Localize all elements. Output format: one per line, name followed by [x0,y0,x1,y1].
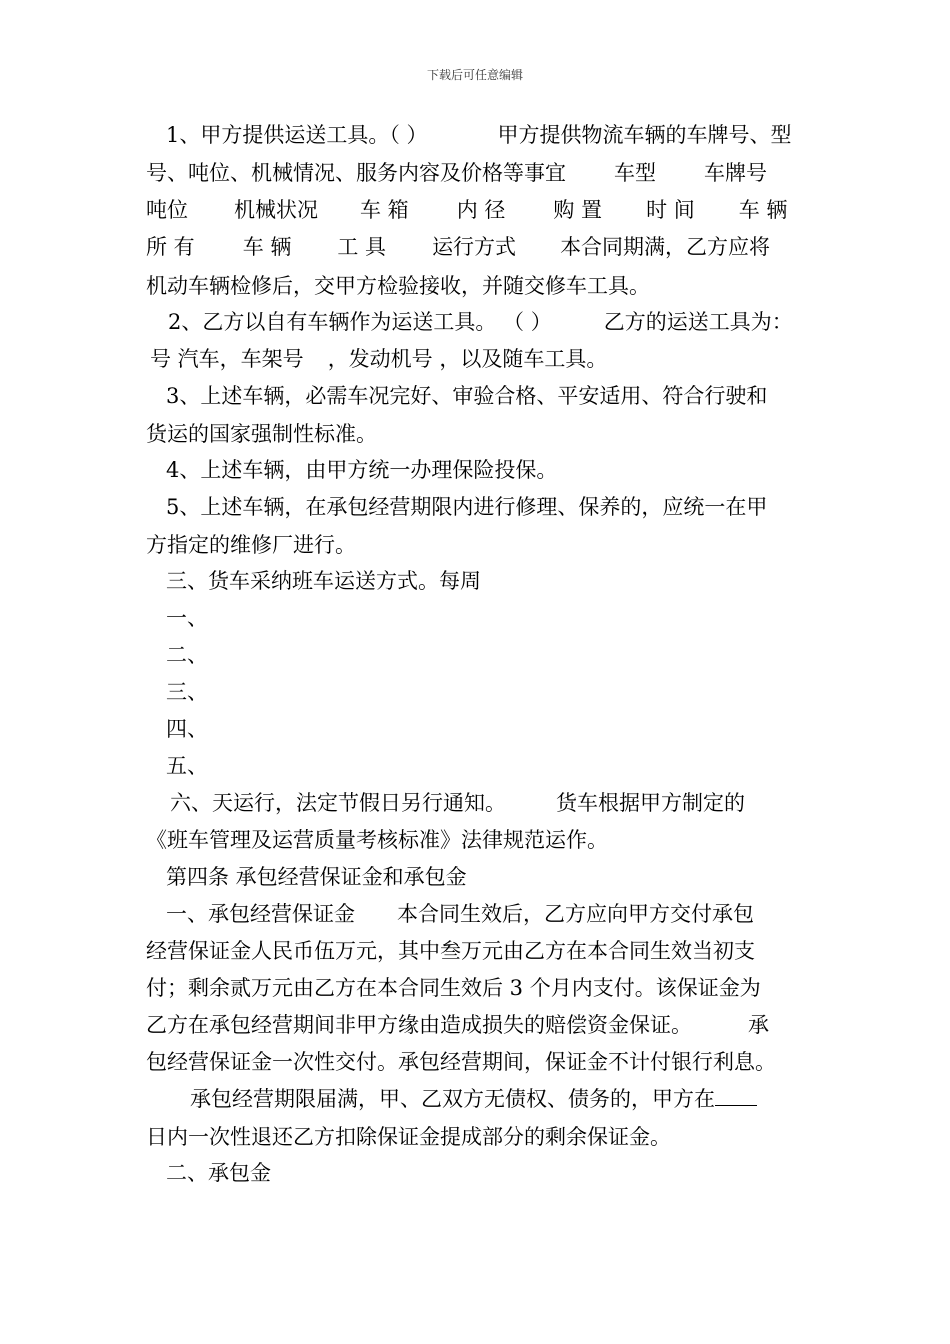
text-segment: 承包经营期限届满，甲、乙双方无债权、债务的，甲方在 [190,1087,715,1111]
text-segment: 车 箱 [360,198,409,222]
text-segment: 时 间 [646,198,695,222]
text-line [190,1085,757,1113]
text-segment: 所 有 [146,235,195,259]
text-segment: 二、承包金 [166,1161,271,1185]
text-line [146,420,377,448]
text-segment: 乙方的运送工具为： [603,310,793,334]
text-segment: 车 辆 [738,198,788,222]
text-segment: 工 具 [337,235,387,259]
text-segment: 经营保证金人民币伍万元，其中叁万元由乙方在本合同生效当初支 [146,939,755,963]
text-segment: 甲方提供物流车辆的车牌号、型 [497,123,792,147]
text-line [166,567,481,595]
text-line [166,752,208,780]
text-line [146,196,787,224]
text-line [166,863,467,891]
text-line [146,1048,776,1076]
text-segment: 货车根据甲方制定的 [556,791,745,815]
text-segment: 包经营保证金一次性交付。承包经营期间，保证金不计付银行利息。 [146,1050,776,1074]
text-segment: 《班车管理及运营质量考核标准》法律规范运作。 [146,828,608,852]
text-segment: 2、乙方以自有车辆作为运送工具。 （ ） [168,310,552,334]
text-line [170,789,745,817]
text-segment: 三、货车采纳班车运送方式。每周 [166,569,481,593]
text-line [146,1123,671,1151]
text-segment: 乙方在承包经营期间非甲方缘由造成损失的赔偿资金保证。 [146,1013,692,1037]
page-header: 下载后可任意编辑 [426,68,523,82]
text-segment: 本合同生效后，乙方应向甲方交付承包 [397,902,754,926]
text-segment: 日内一次性退还乙方扣除保证金提成部分的剩余保证金。 [146,1125,671,1149]
text-segment: 车型 [614,161,656,185]
text-segment: 五、 [166,754,208,778]
text-line [146,974,761,1002]
text-segment: 第四条 承包经营保证金和承包金 [166,865,467,889]
text-segment: 付；剩余贰万元由乙方在本合同生效后 3 个月内支付。该保证金为 [146,976,761,1000]
text-line [150,345,607,373]
text-segment: 承 [748,1013,769,1037]
text-segment: 方指定的维修厂进行。 [146,533,356,557]
text-segment: 1、甲方提供运送工具。（ ） [166,123,428,147]
text-segment: 一、承包经营保证金 [166,902,355,926]
text-segment: 四、 [166,717,208,741]
text-line [166,493,767,521]
text-line [166,900,754,928]
text-line [166,641,208,669]
text-segment: 购 置 [553,198,603,222]
text-segment: 车牌号 [704,161,767,185]
text-line [166,715,208,743]
text-line [166,382,767,410]
text-segment: 运行方式 [432,235,517,259]
text-line [166,1159,271,1187]
text-segment: 机械状况 [234,198,318,222]
text-segment: 5、上述车辆，在承包经营期限内进行修理、保养的，应统一在甲 [166,495,768,519]
text-segment: 号、吨位、机械情况、服务内容及价格等事宜 [146,161,566,185]
text-segment: 车 辆 [242,235,292,259]
text-line [166,678,208,706]
text-segment: 吨位 [146,198,188,222]
text-line [166,456,557,484]
text-segment: 4、上述车辆，由甲方统一办理保险投保。 [166,458,558,482]
text-segment: 一、 [166,606,208,630]
text-segment: 机动车辆检修后，交甲方检验接收，并随交修车工具。 [146,274,650,298]
text-segment: 三、 [166,680,208,704]
fill-in-blank [715,1085,757,1106]
text-line [146,159,767,187]
text-segment: 二、 [166,643,208,667]
text-line [146,531,356,559]
text-line [146,233,770,261]
text-line [146,1011,769,1039]
text-segment: 货运的国家强制性标准。 [146,422,377,446]
text-segment: 本合同期满，乙方应将 [560,235,771,259]
text-line [146,272,650,300]
text-line [146,826,608,854]
text-segment: 3、上述车辆，必需车况完好、审验合格、平安适用、符合行驶和 [166,384,768,408]
text-segment: 内 径 [456,198,506,222]
text-segment: 六、天运行，法定节假日另行通知。 [170,791,506,815]
text-line [168,308,793,336]
text-segment: 号 汽车，车架号 [150,347,304,371]
text-line [146,937,755,965]
text-line [166,121,792,149]
text-segment: ，发动机号 ，以及随车工具。 [327,347,608,371]
text-line [166,604,208,632]
